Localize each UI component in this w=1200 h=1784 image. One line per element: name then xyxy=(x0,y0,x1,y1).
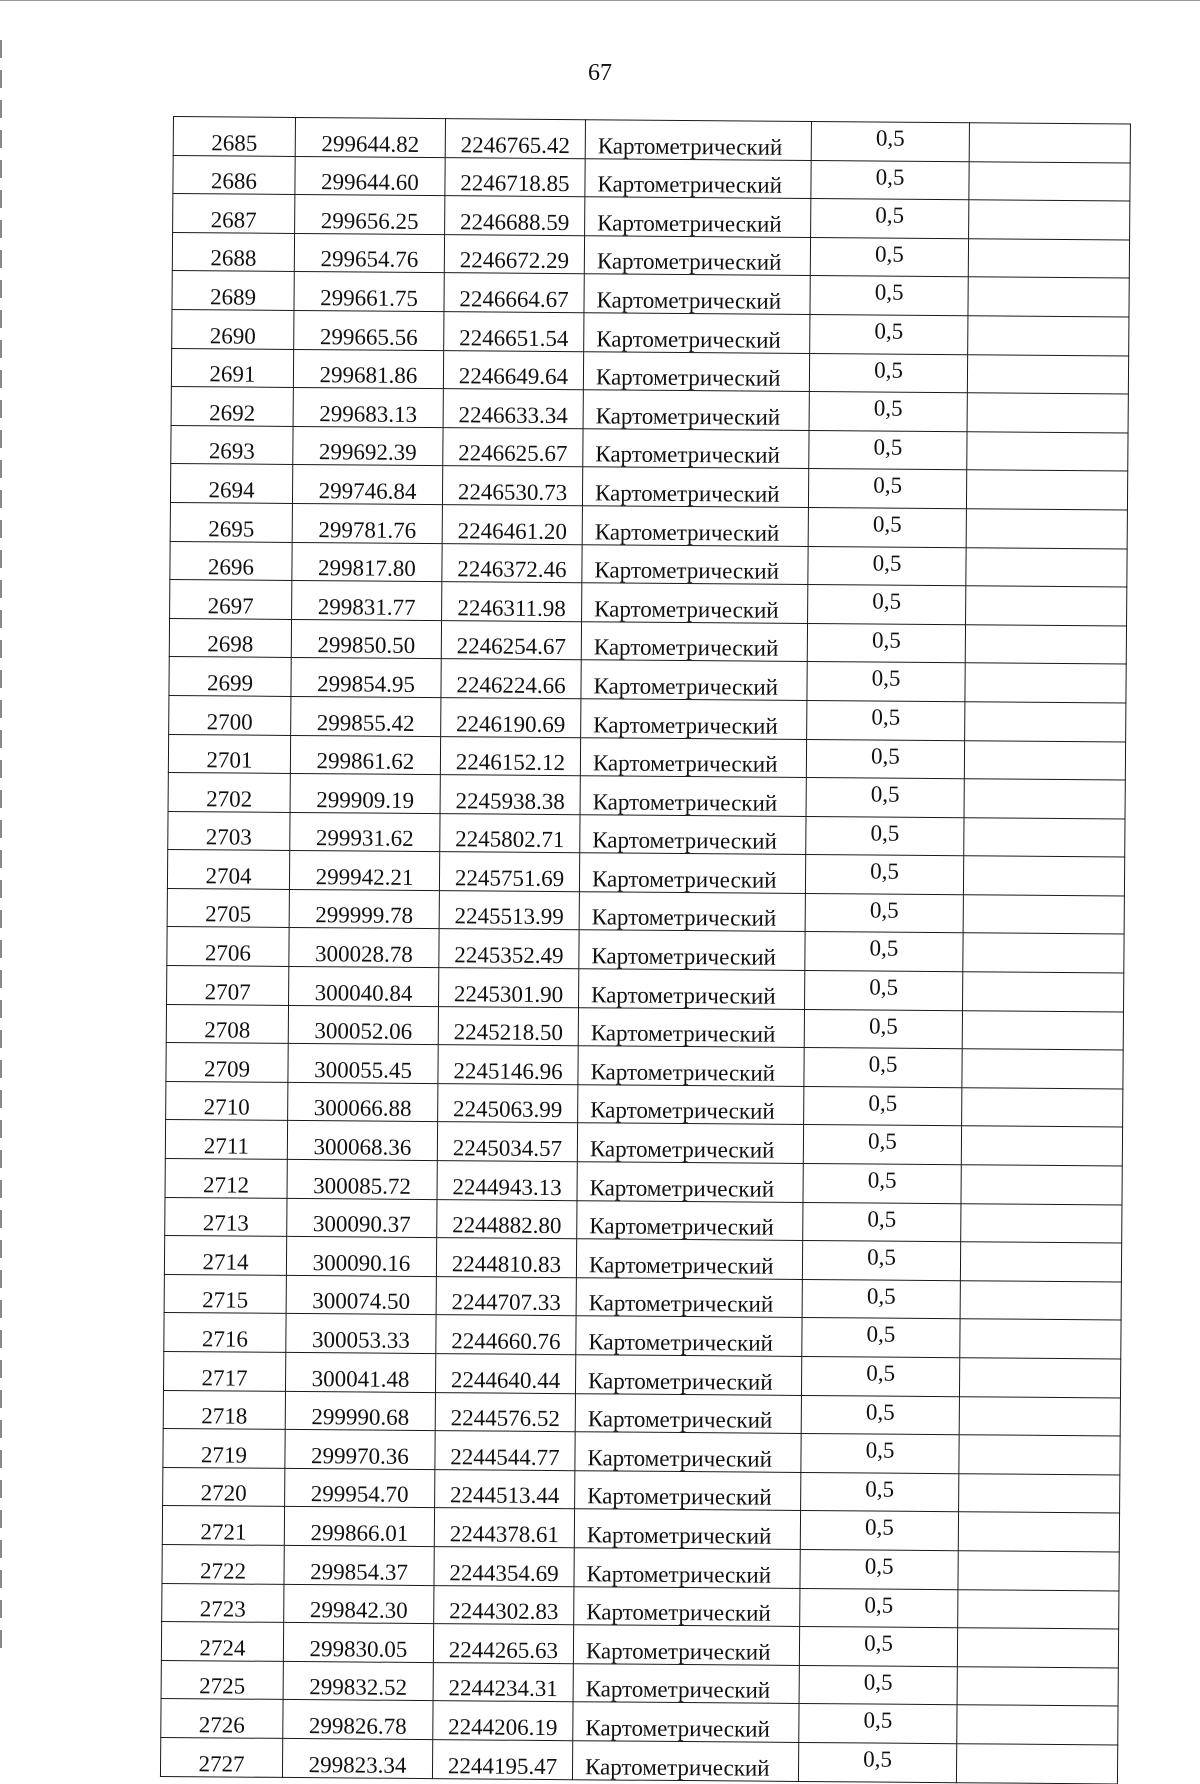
cell-coordinate-x: 299681.86 xyxy=(293,349,443,389)
cell-method: Картометрический xyxy=(583,390,809,430)
cell-accuracy: 0,5 xyxy=(804,1009,962,1049)
cell-coordinate-x: 299866.01 xyxy=(284,1507,434,1547)
cell-point-number: 2688 xyxy=(172,232,294,272)
cell-coordinate-y: 2245513.99 xyxy=(439,890,579,930)
cell-coordinate-y: 2244234.31 xyxy=(433,1662,573,1702)
cell-note xyxy=(958,1512,1119,1552)
cell-point-number: 2699 xyxy=(169,657,291,697)
cell-note xyxy=(961,1126,1122,1166)
cell-coordinate-x: 300090.37 xyxy=(287,1198,437,1238)
cell-coordinate-x: 300028.78 xyxy=(289,928,439,968)
cell-accuracy: 0,5 xyxy=(804,1048,962,1088)
cell-accuracy: 0,5 xyxy=(799,1704,957,1744)
cell-coordinate-y: 2244206.19 xyxy=(433,1701,573,1741)
cell-coordinate-x: 299817.80 xyxy=(292,542,442,582)
cell-point-number: 2697 xyxy=(170,580,292,620)
cell-method: Картометрический xyxy=(584,313,810,353)
cell-accuracy: 0,5 xyxy=(805,893,963,933)
cell-coordinate-y: 2244707.33 xyxy=(436,1276,576,1316)
cell-point-number: 2713 xyxy=(165,1197,287,1237)
cell-method: Картометрический xyxy=(582,583,808,623)
cell-method: Картометрический xyxy=(582,544,808,584)
cell-accuracy: 0,5 xyxy=(801,1356,959,1396)
cell-method: Картометрический xyxy=(582,506,808,546)
cell-coordinate-y: 2246461.20 xyxy=(442,505,582,545)
cell-accuracy: 0,5 xyxy=(800,1549,958,1589)
cell-accuracy: 0,5 xyxy=(804,1086,962,1126)
cell-point-number: 2696 xyxy=(170,541,292,581)
cell-coordinate-y: 2244513.44 xyxy=(435,1469,575,1509)
cell-note xyxy=(964,779,1125,819)
cell-coordinate-y: 2246224.66 xyxy=(441,659,581,699)
cell-coordinate-x: 299942.21 xyxy=(289,851,439,891)
cell-accuracy: 0,5 xyxy=(807,623,965,663)
cell-accuracy: 0,5 xyxy=(802,1241,960,1281)
cell-point-number: 2690 xyxy=(172,309,294,349)
cell-coordinate-y: 2246649.64 xyxy=(443,350,583,390)
cell-coordinate-x: 299831.77 xyxy=(292,581,442,621)
cell-accuracy: 0,5 xyxy=(800,1588,958,1628)
cell-method: Картометрический xyxy=(572,1741,798,1781)
cell-note xyxy=(959,1435,1120,1475)
cell-point-number: 2721 xyxy=(162,1506,284,1546)
cell-note xyxy=(959,1358,1120,1398)
cell-coordinate-y: 2245146.96 xyxy=(438,1045,578,1085)
cell-point-number: 2702 xyxy=(168,773,290,813)
cell-note xyxy=(965,663,1126,703)
cell-note xyxy=(962,1088,1123,1128)
page-number: 67 xyxy=(588,60,612,86)
cell-coordinate-y: 2246688.59 xyxy=(445,196,585,236)
cell-accuracy: 0,5 xyxy=(802,1318,960,1358)
cell-point-number: 2726 xyxy=(161,1699,283,1739)
cell-coordinate-x: 299850.50 xyxy=(291,619,441,659)
cell-note xyxy=(967,431,1128,471)
cell-method: Картометрический xyxy=(577,1123,803,1163)
cell-coordinate-x: 300068.36 xyxy=(287,1121,437,1161)
cell-accuracy: 0,5 xyxy=(805,932,963,972)
cell-accuracy: 0,5 xyxy=(800,1511,958,1551)
cell-method: Картометрический xyxy=(573,1625,799,1665)
cell-coordinate-x: 300052.06 xyxy=(288,1005,438,1045)
cell-accuracy: 0,5 xyxy=(806,739,964,779)
cell-coordinate-y: 2246633.34 xyxy=(443,389,583,429)
cell-coordinate-x: 299830.05 xyxy=(283,1623,433,1663)
cell-note xyxy=(968,277,1129,317)
cell-method: Картометрический xyxy=(578,1085,804,1125)
cell-accuracy: 0,5 xyxy=(798,1742,956,1782)
cell-coordinate-x: 300040.84 xyxy=(289,966,439,1006)
cell-note xyxy=(962,1010,1123,1050)
cell-point-number: 2719 xyxy=(163,1429,285,1469)
cell-coordinate-y: 2245218.50 xyxy=(438,1006,578,1046)
cell-coordinate-x: 300041.48 xyxy=(285,1352,435,1392)
cell-note xyxy=(964,817,1125,857)
cell-coordinate-y: 2245063.99 xyxy=(438,1083,578,1123)
cell-point-number: 2723 xyxy=(162,1583,284,1623)
cell-coordinate-x: 299644.82 xyxy=(295,117,445,157)
cell-coordinate-x: 299931.62 xyxy=(290,812,440,852)
cell-coordinate-x: 299826.78 xyxy=(283,1700,433,1740)
cell-point-number: 2709 xyxy=(166,1043,288,1083)
cell-accuracy: 0,5 xyxy=(808,507,966,547)
cell-note xyxy=(962,972,1123,1012)
cell-method: Картометрический xyxy=(574,1586,800,1626)
cell-method: Картометрический xyxy=(576,1316,802,1356)
cell-accuracy: 0,5 xyxy=(805,971,963,1011)
cell-coordinate-y: 2245938.38 xyxy=(440,775,580,815)
cell-coordinate-x: 299970.36 xyxy=(285,1430,435,1470)
cell-coordinate-x: 300053.33 xyxy=(286,1314,436,1354)
cell-point-number: 2701 xyxy=(168,734,290,774)
cell-point-number: 2725 xyxy=(161,1660,283,1700)
cell-coordinate-x: 299654.76 xyxy=(294,233,444,273)
cell-method: Картометрический xyxy=(575,1432,801,1472)
cell-method: Картометрический xyxy=(581,621,807,661)
coordinates-table-wrapper xyxy=(160,116,1130,1784)
cell-accuracy: 0,5 xyxy=(811,122,969,162)
cell-point-number: 2700 xyxy=(169,695,291,735)
cell-coordinate-y: 2246718.85 xyxy=(445,157,585,197)
cell-note xyxy=(969,123,1130,163)
cell-coordinate-y: 2245301.90 xyxy=(439,968,579,1008)
cell-coordinate-x: 299990.68 xyxy=(285,1391,435,1431)
cell-note xyxy=(965,624,1126,664)
cell-note xyxy=(960,1242,1121,1282)
cell-method: Картометрический xyxy=(585,120,811,160)
cell-note xyxy=(968,316,1129,356)
cell-coordinate-x: 299781.76 xyxy=(292,503,442,543)
cell-point-number: 2686 xyxy=(173,155,295,195)
cell-coordinate-x: 299999.78 xyxy=(289,889,439,929)
cell-coordinate-x: 299842.30 xyxy=(284,1584,434,1624)
cell-note xyxy=(961,1165,1122,1205)
cell-accuracy: 0,5 xyxy=(806,816,964,856)
cell-accuracy: 0,5 xyxy=(811,160,969,200)
cell-note xyxy=(960,1319,1121,1359)
cell-method: Картометрический xyxy=(583,351,809,391)
cell-coordinate-x: 300066.88 xyxy=(288,1082,438,1122)
cell-note xyxy=(965,702,1126,742)
cell-note xyxy=(967,354,1128,394)
cell-point-number: 2716 xyxy=(164,1313,286,1353)
cell-coordinate-y: 2246152.12 xyxy=(440,736,580,776)
cell-method: Картометрический xyxy=(574,1548,800,1588)
cell-method: Картометрический xyxy=(576,1239,802,1279)
cell-coordinate-y: 2246664.67 xyxy=(444,273,584,313)
cell-note xyxy=(956,1744,1117,1784)
cell-point-number: 2706 xyxy=(167,927,289,967)
cell-method: Картометрический xyxy=(576,1278,802,1318)
cell-point-number: 2722 xyxy=(162,1544,284,1584)
cell-point-number: 2693 xyxy=(171,425,293,465)
coordinates-table xyxy=(160,116,1131,1784)
cell-accuracy: 0,5 xyxy=(807,662,965,702)
cell-method: Картометрический xyxy=(581,660,807,700)
cell-coordinate-y: 2244943.13 xyxy=(437,1161,577,1201)
cell-note xyxy=(966,470,1127,510)
cell-method: Картометрический xyxy=(577,1200,803,1240)
cell-coordinate-x: 299644.60 xyxy=(295,156,445,196)
cell-note xyxy=(966,509,1127,549)
cell-accuracy: 0,5 xyxy=(803,1125,961,1165)
cell-accuracy: 0,5 xyxy=(808,546,966,586)
cell-coordinate-y: 2245751.69 xyxy=(439,852,579,892)
cell-note xyxy=(967,393,1128,433)
cell-note xyxy=(958,1551,1119,1591)
cell-coordinate-x: 299692.39 xyxy=(293,426,443,466)
cell-accuracy: 0,5 xyxy=(803,1164,961,1204)
cell-accuracy: 0,5 xyxy=(808,469,966,509)
cell-coordinate-x: 299665.56 xyxy=(294,310,444,350)
cell-accuracy: 0,5 xyxy=(807,700,965,740)
cell-point-number: 2711 xyxy=(165,1120,287,1160)
cell-point-number: 2717 xyxy=(163,1351,285,1391)
cell-accuracy: 0,5 xyxy=(810,314,968,354)
cell-note xyxy=(963,856,1124,896)
cell-point-number: 2715 xyxy=(164,1274,286,1314)
cell-coordinate-y: 2246651.54 xyxy=(444,312,584,352)
cell-note xyxy=(964,740,1125,780)
cell-accuracy: 0,5 xyxy=(809,392,967,432)
cell-note xyxy=(963,895,1124,935)
cell-coordinate-y: 2246765.42 xyxy=(445,119,585,159)
cell-note xyxy=(966,586,1127,626)
cell-coordinate-y: 2244576.52 xyxy=(435,1392,575,1432)
cell-coordinate-y: 2244354.69 xyxy=(434,1547,574,1587)
cell-method: Картометрический xyxy=(584,274,810,314)
cell-note xyxy=(968,239,1129,279)
cell-coordinate-y: 2244544.77 xyxy=(435,1431,575,1471)
cell-coordinate-y: 2246625.67 xyxy=(443,427,583,467)
cell-accuracy: 0,5 xyxy=(809,353,967,393)
cell-point-number: 2689 xyxy=(172,271,294,311)
cell-coordinate-x: 299854.37 xyxy=(284,1545,434,1585)
cell-coordinate-y: 2244810.83 xyxy=(436,1238,576,1278)
cell-coordinate-x: 299909.19 xyxy=(290,774,440,814)
cell-accuracy: 0,5 xyxy=(803,1202,961,1242)
cell-coordinate-y: 2244882.80 xyxy=(437,1199,577,1239)
cell-accuracy: 0,5 xyxy=(809,430,967,470)
cell-method: Картометрический xyxy=(575,1355,801,1395)
cell-coordinate-x: 299661.75 xyxy=(294,272,444,312)
cell-method: Картометрический xyxy=(585,197,811,237)
cell-coordinate-y: 2245034.57 xyxy=(437,1122,577,1162)
cell-accuracy: 0,5 xyxy=(810,276,968,316)
cell-point-number: 2724 xyxy=(161,1622,283,1662)
cell-coordinate-y: 2245802.71 xyxy=(440,813,580,853)
cell-method: Картометрический xyxy=(579,892,805,932)
cell-method: Картометрический xyxy=(583,428,809,468)
cell-method: Картометрический xyxy=(573,1702,799,1742)
cell-coordinate-y: 2245352.49 xyxy=(439,929,579,969)
cell-point-number: 2712 xyxy=(165,1159,287,1199)
cell-coordinate-y: 2244302.83 xyxy=(434,1585,574,1625)
cell-accuracy: 0,5 xyxy=(801,1434,959,1474)
cell-method: Картометрический xyxy=(581,699,807,739)
cell-point-number: 2694 xyxy=(170,464,292,504)
cell-coordinate-y: 2244378.61 xyxy=(434,1508,574,1548)
coordinates-table-body xyxy=(160,117,1130,1784)
cell-point-number: 2714 xyxy=(164,1236,286,1276)
cell-point-number: 2704 xyxy=(167,850,289,890)
cell-coordinate-y: 2246311.98 xyxy=(442,582,582,622)
cell-accuracy: 0,5 xyxy=(799,1665,957,1705)
page-top-edge xyxy=(0,0,1200,1)
cell-point-number: 2698 xyxy=(169,618,291,658)
cell-coordinate-x: 299854.95 xyxy=(291,658,441,698)
cell-coordinate-y: 2244195.47 xyxy=(432,1740,572,1780)
cell-coordinate-x: 300090.16 xyxy=(286,1237,436,1277)
page-left-margin-marks xyxy=(0,40,2,1660)
cell-coordinate-x: 299823.34 xyxy=(282,1738,432,1778)
cell-method: Картометрический xyxy=(579,969,805,1009)
cell-coordinate-y: 2246190.69 xyxy=(441,698,581,738)
cell-accuracy: 0,5 xyxy=(806,778,964,818)
cell-accuracy: 0,5 xyxy=(808,585,966,625)
cell-coordinate-y: 2244265.63 xyxy=(433,1624,573,1664)
cell-method: Картометрический xyxy=(575,1393,801,1433)
cell-accuracy: 0,5 xyxy=(801,1472,959,1512)
cell-accuracy: 0,5 xyxy=(801,1395,959,1435)
cell-note xyxy=(957,1666,1118,1706)
cell-coordinate-y: 2246530.73 xyxy=(442,466,582,506)
cell-note xyxy=(960,1281,1121,1321)
cell-note xyxy=(969,161,1130,201)
cell-point-number: 2710 xyxy=(166,1081,288,1121)
cell-method: Картометрический xyxy=(575,1470,801,1510)
cell-coordinate-y: 2244640.44 xyxy=(435,1354,575,1394)
cell-point-number: 2685 xyxy=(173,117,295,157)
cell-point-number: 2718 xyxy=(163,1390,285,1430)
cell-coordinate-x: 299683.13 xyxy=(293,388,443,428)
cell-note xyxy=(969,200,1130,240)
cell-method: Картометрический xyxy=(584,236,810,276)
cell-coordinate-x: 300085.72 xyxy=(287,1159,437,1199)
cell-accuracy: 0,5 xyxy=(811,199,969,239)
cell-method: Картометрический xyxy=(579,853,805,893)
cell-accuracy: 0,5 xyxy=(805,855,963,895)
table-row xyxy=(160,1737,1117,1783)
cell-coordinate-x: 300074.50 xyxy=(286,1275,436,1315)
cell-method: Картометрический xyxy=(578,1007,804,1047)
cell-coordinate-x: 299861.62 xyxy=(290,735,440,775)
cell-method: Картометрический xyxy=(580,737,806,777)
cell-coordinate-y: 2244660.76 xyxy=(436,1315,576,1355)
cell-method: Картометрический xyxy=(578,1046,804,1086)
cell-point-number: 2727 xyxy=(160,1737,282,1777)
cell-accuracy: 0,5 xyxy=(810,237,968,277)
cell-method: Картометрический xyxy=(585,158,811,198)
cell-method: Картометрический xyxy=(573,1663,799,1703)
cell-method: Картометрический xyxy=(577,1162,803,1202)
cell-coordinate-x: 299832.52 xyxy=(283,1661,433,1701)
cell-note xyxy=(963,933,1124,973)
cell-note xyxy=(957,1705,1118,1745)
cell-note xyxy=(961,1203,1122,1243)
cell-coordinate-x: 299656.25 xyxy=(295,195,445,235)
cell-point-number: 2708 xyxy=(166,1004,288,1044)
cell-coordinate-x: 300055.45 xyxy=(288,1044,438,1084)
cell-point-number: 2695 xyxy=(170,502,292,542)
cell-note xyxy=(962,1049,1123,1089)
cell-coordinate-y: 2246372.46 xyxy=(442,543,582,583)
cell-accuracy: 0,5 xyxy=(799,1627,957,1667)
cell-point-number: 2705 xyxy=(167,888,289,928)
cell-coordinate-y: 2246672.29 xyxy=(444,234,584,274)
cell-method: Картометрический xyxy=(574,1509,800,1549)
cell-coordinate-y: 2246254.67 xyxy=(441,620,581,660)
cell-method: Картометрический xyxy=(582,467,808,507)
cell-note xyxy=(957,1628,1118,1668)
cell-note xyxy=(959,1396,1120,1436)
cell-point-number: 2707 xyxy=(167,966,289,1006)
cell-accuracy: 0,5 xyxy=(802,1279,960,1319)
cell-coordinate-x: 299855.42 xyxy=(291,696,441,736)
cell-point-number: 2691 xyxy=(171,348,293,388)
cell-method: Картометрический xyxy=(580,776,806,816)
cell-method: Картометрический xyxy=(579,930,805,970)
cell-method: Картометрический xyxy=(580,814,806,854)
cell-coordinate-x: 299954.70 xyxy=(285,1468,435,1508)
cell-point-number: 2692 xyxy=(171,387,293,427)
cell-note xyxy=(966,547,1127,587)
cell-coordinate-x: 299746.84 xyxy=(292,465,442,505)
cell-point-number: 2703 xyxy=(168,811,290,851)
cell-point-number: 2720 xyxy=(163,1467,285,1507)
cell-note xyxy=(958,1589,1119,1629)
cell-point-number: 2687 xyxy=(173,194,295,234)
cell-note xyxy=(959,1473,1120,1513)
